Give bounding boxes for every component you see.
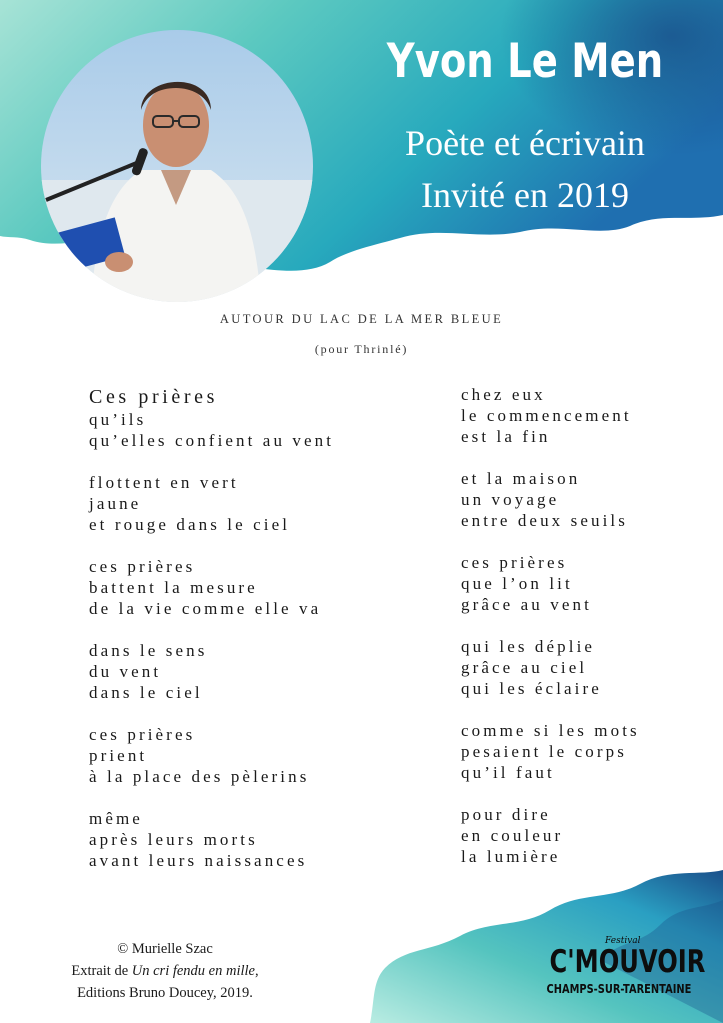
poem-line: entre deux seuils bbox=[461, 511, 628, 530]
stanza bbox=[89, 386, 334, 451]
logo-name: C'MOUVOIR bbox=[549, 944, 706, 980]
stanza bbox=[461, 552, 640, 615]
poem-line: un voyage bbox=[461, 490, 560, 509]
logo-place: CHAMPS-SUR-TARENTAINE bbox=[546, 982, 692, 996]
poem-line: le commencement bbox=[461, 406, 632, 425]
poem-line: ces prières bbox=[89, 725, 196, 744]
guest-year: Invité en 2019 bbox=[421, 175, 629, 215]
poem-line: en couleur bbox=[461, 826, 564, 845]
stanza bbox=[461, 636, 640, 699]
poem-line: prient bbox=[89, 746, 148, 765]
stanza bbox=[461, 384, 640, 447]
poem-line: ces prières bbox=[461, 553, 568, 572]
poem-dedication: (pour Thrinlé) bbox=[314, 342, 409, 356]
extract-line bbox=[40, 960, 290, 982]
poem-line: à la place des pèlerins bbox=[89, 767, 310, 786]
stanza bbox=[89, 724, 334, 787]
poem-line: grâce au ciel bbox=[461, 658, 588, 677]
author-name: Yvon Le Men bbox=[386, 34, 664, 89]
poem-line: qui les déplie bbox=[461, 637, 596, 656]
poem-line: qu’elles confient au vent bbox=[89, 431, 335, 450]
poem-line: qu’il faut bbox=[461, 763, 555, 782]
poem-line: et rouge dans le ciel bbox=[89, 515, 291, 534]
stanza bbox=[89, 640, 334, 703]
poem-title: AUTOUR DU LAC DE LA MER BLEUE bbox=[219, 312, 504, 326]
stanza bbox=[89, 556, 334, 619]
book-title: Un cri fendu en mille bbox=[131, 963, 255, 979]
poem-line: pesaient le corps bbox=[461, 742, 627, 761]
poem-line: est la fin bbox=[461, 427, 551, 446]
logo-festival-label: Festival bbox=[605, 936, 641, 946]
poem-line: qui les éclaire bbox=[461, 679, 602, 698]
stanza bbox=[461, 720, 640, 783]
poem-line: dans le sens bbox=[89, 641, 208, 660]
stanza bbox=[89, 472, 334, 535]
extract-suffix: , bbox=[255, 963, 259, 979]
poem-line: pour dire bbox=[461, 805, 551, 824]
poem-line: et la maison bbox=[461, 469, 581, 488]
poem-line: la lumière bbox=[461, 847, 561, 866]
poem-line: que l’on lit bbox=[461, 574, 573, 593]
poem-line: après leurs morts bbox=[89, 830, 258, 849]
poem-column-left bbox=[89, 386, 334, 892]
poem-line: de la vie comme elle va bbox=[89, 599, 322, 618]
poem-line: jaune bbox=[89, 494, 142, 513]
poem-line: qu’ils bbox=[89, 410, 147, 429]
poem-line: Ces prières bbox=[89, 386, 219, 408]
author-photo bbox=[41, 30, 313, 302]
stanza bbox=[89, 808, 334, 871]
poem-line: grâce au vent bbox=[461, 595, 592, 614]
publisher-line: Editions Bruno Doucey, 2019. bbox=[77, 985, 253, 1001]
poem-line: flottent en vert bbox=[89, 473, 239, 492]
poem-line: du vent bbox=[89, 662, 162, 681]
poem-column-right bbox=[461, 384, 640, 888]
poem-line: même bbox=[89, 809, 143, 828]
stanza bbox=[461, 468, 640, 531]
credit-block bbox=[40, 938, 290, 1004]
copyright-line: © Murielle Szac bbox=[117, 941, 213, 957]
extract-prefix: Extrait de bbox=[71, 963, 132, 979]
festival-logo bbox=[533, 936, 706, 1002]
poem-line: battent la mesure bbox=[89, 578, 258, 597]
stanza bbox=[461, 804, 640, 867]
poem-line: dans le ciel bbox=[89, 683, 203, 702]
poem-line: comme si les mots bbox=[461, 721, 640, 740]
poem-line: ces prières bbox=[89, 557, 196, 576]
author-role: Poète et écrivain bbox=[405, 123, 645, 163]
poem-line: chez eux bbox=[461, 385, 546, 404]
poem-line: avant leurs naissances bbox=[89, 851, 308, 870]
